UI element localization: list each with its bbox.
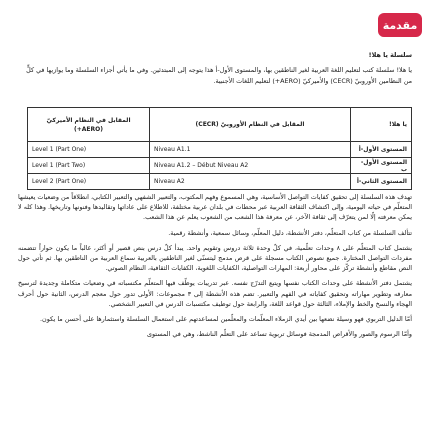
body-paragraph: يشتمل كتاب المتعلّم على ٨ وحدات تعلّمية، في كلّ وحدة ثلاثة دروس وتقويم واحد. يبدأ كلّ درس بنص قصير أو أكثر، غالباً ما يكون حواراً تتضمنه مفردات التواصل المختارة. جميع نصوص الكتاب مسجلة على قرص مدمج ليتسنّى لغير الناطقين بالعربية سماع العربية من الناطقين بها. ثم تأتي حول النص مقاطع وأنشطة تركّز على محاور أربعة: المهارات التواصلية، الكفايات اللغوية، الكفايات الثقافية، النظام الصوتي. — [18, 243, 412, 273]
intro-section — [18, 50, 412, 86]
body-paragraph: وأمّا الرسوم والصور والأقراص المدمجة فوسائل تربوية تساعد على التعلّم الناشط، وهي في المستوى — [147, 330, 412, 339]
header-aero: المقابل في النظام الأميركيّ (AERO+) — [28, 108, 150, 142]
body-text — [18, 192, 412, 344]
intro-paragraph: يا هلا! سلسلة كتب لتعليم اللغة العربية لغير الناطقين بها، والمستوى الأول-أ هذا يتوجه إلى المبتدئين. وفي ما يأتي أجزاء السلسلة وما يوازيها في كلٍّ من النظامين الأوروبيّ (CECR) والأميركيّ (AERO+) لتعليم اللغات الأجنبية. — [26, 66, 412, 85]
aero-cell: Level 2 (Part One) — [28, 174, 150, 190]
aero-cell: Level 1 (Part One) — [28, 142, 150, 158]
body-paragraph: تهدف هذه السلسلة إلى تحقيق كفايات التواصل الأساسية، وهي المسموع وفهم المكتوب، والتعبير الشفهي والتعبير الكتابي، انطلاقاً من وضعيات يعيشها المتعلّم في حياته اليومية، وإلى اكتشاف الثقافة العربية عبر محطات في بلدان عربية مختلفة، للاطلاع على عاداتها وتقاليدها وفنونها وتاريخها. وهذا كله لا يمكن معرفته إلّا لمن يتعرّف إلى ثقافة الآخر، عن معرفة هذا الشعب من الشعوب يعلم عن هذا الشعب. — [18, 193, 412, 222]
cecr-cell: Niveau A1.2 – Début Niveau A2 — [150, 158, 351, 174]
aero-cell: Level 1 (Part Two) — [28, 158, 150, 174]
table-header-row — [28, 108, 412, 142]
body-paragraph: يشتمل دفتر الأنشطة على وحدات الكتاب نفسها ويتبع التدرّج نفسه. عبر تدريبات يوظّف فيها المتعلّم مكتسباته في وضعيات متكاملة وجديدة لترسيخ معارفه وتطوير مهاراته وتحقيق كفاياته في الفهم والتعبير. تضم هذه الأنشطة إلى ٣ مجموعات: الأولى تدور حول معجم الدرس، الثانية حول أحرف الهجاء والنسخ والخط والإملاء، الثالثة حول قواعد اللغة، والرابعة حول توظيف مكتسبات الدرس في التعبير الشخصي. — [18, 279, 412, 308]
level-cell: المستوى الأول-ب — [351, 158, 412, 174]
levels-comparison-table — [27, 107, 412, 190]
header-cecr: المقابل في النظام الأوروبيّ (CECR) — [150, 108, 351, 142]
cecr-cell: Niveau A1.1 — [150, 142, 351, 158]
level-cell: المستوى الثاني-أ — [351, 174, 412, 190]
table-row — [28, 142, 412, 158]
series-title: سلسلة يا هلا! — [368, 51, 412, 59]
body-paragraph: أمّا الدليل التربوي فهو وسيلة نضعها بين أيدي الزملاء المعلّمات والمعلّمين لمساعدتهم على استعمال السلسلة واستثمارها على أحسن ما يكون. — [39, 315, 412, 324]
cecr-cell: Niveau A2 — [150, 174, 351, 190]
table-row — [28, 158, 412, 174]
body-paragraph: تتألف السلسلة من كتاب المتعلّم، دفتر الأنشطة، دليل المعلّم، وسائل سمعية، وأنشطة رقمية. — [168, 228, 412, 237]
header-ya-hala: يا هلا! — [351, 108, 412, 142]
table-row — [28, 174, 412, 190]
chapter-tab: مقدمة — [378, 13, 422, 37]
level-cell: المستوى الأول-أ — [351, 142, 412, 158]
